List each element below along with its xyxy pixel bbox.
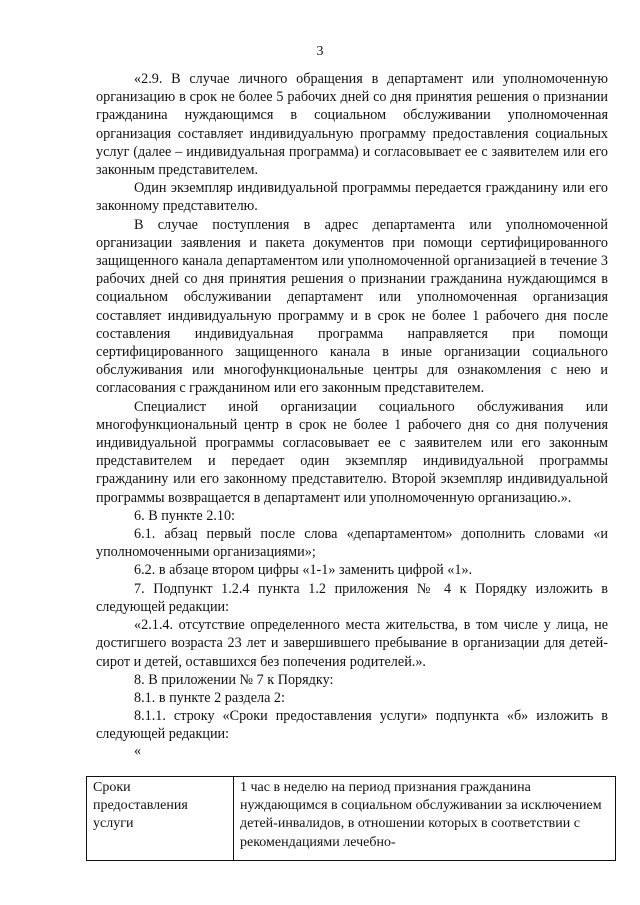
table-cell-value: 1 час в неделю на период признания гражданина нуждающимся в социальном обслуживании за исключением детей-инвалидов, в отношении которых в соответствии с рекомендациями лечебно- [234, 777, 616, 861]
paragraph-item-8: 8. В приложении № 7 к Порядку: [134, 671, 334, 688]
paragraph-item-2-1-4: «2.1.4. отсутствие определенного места жительства, в том числе у лица, не достигшего возраста 23 лет и завершившего пребывание в организации для детей-сирот и детей, оставшихся без попечения родителей.». [96, 617, 608, 670]
page-number: 3 [316, 44, 324, 59]
paragraph-secure-channel: В случае поступления в адрес департамента или уполномоченной организации заявления и пакета документов при помощи сертифицированного защищенного канала департаментом или уполномоченной организацией в течение 3 рабочих дней со дня принятия решения о признании гражданина нуждающимся в социальном обслуживании департамент или уполномоченная организация составляет индивидуальную программу и в срок не более 1 рабочего дня после составления индивидуальная программа направляется при помощи сертифицированного защищенного канала в иные организации социального обслуживания или многофункциональные центры для ознакомления с нею и согласования с гражданином или его законным представителем. [96, 216, 608, 397]
opening-quote: « [134, 742, 142, 759]
table-cell-label: Сроки предоставления услуги [87, 777, 234, 861]
paragraph-item-8-1-1: 8.1.1. строку «Сроки предоставления услуги» подпункта «б» изложить в следующей редакции: [96, 708, 608, 743]
paragraph-specialist: Специалист иной организации социального обслуживания или многофункциональный центр в срок не более 1 рабочего дня со дня получения индивидуальной программы согласовывает ее с заявителем или его законным представителем и передает один экземпляр индивидуальной программы гражданину или его законному представителю. Второй экземпляр индивидуальной программы возвращается в департамент или уполномоченную организацию.». [96, 398, 608, 506]
paragraph-2-9: «2.9. В случае личного обращения в департамент или уполномоченную организацию в срок не более 5 рабочих дней со дня принятия решения о признании гражданина нуждающимся в социальном обслуживании уполномоченная организация составляет индивидуальную программу предоставления социальных услуг (далее – индивидуальная программа) и согласовывает ее с заявителем или его законным представителем. [96, 71, 608, 179]
document-body [96, 70, 608, 758]
paragraph-item-6-1: 6.1. абзац первый после слова «департаментом» дополнить словами «и уполномоченными организациями»; [96, 526, 608, 561]
paragraph-item-7: 7. Подпункт 1.2.4 пункта 1.2 приложения № 4 к Порядку изложить в следующей редакции: [96, 580, 608, 615]
service-terms-table [86, 776, 616, 861]
paragraph-item-6: 6. В пункте 2.10: [134, 507, 235, 524]
paragraph-item-6-2: 6.2. в абзаце втором цифры «1-1» заменить цифрой «1». [134, 562, 473, 579]
paragraph-copy-transfer: Один экземпляр индивидуальной программы передается гражданину или его законному представителю. [96, 180, 608, 215]
table-row [87, 777, 616, 861]
paragraph-item-8-1: 8.1. в пункте 2 раздела 2: [134, 689, 285, 706]
